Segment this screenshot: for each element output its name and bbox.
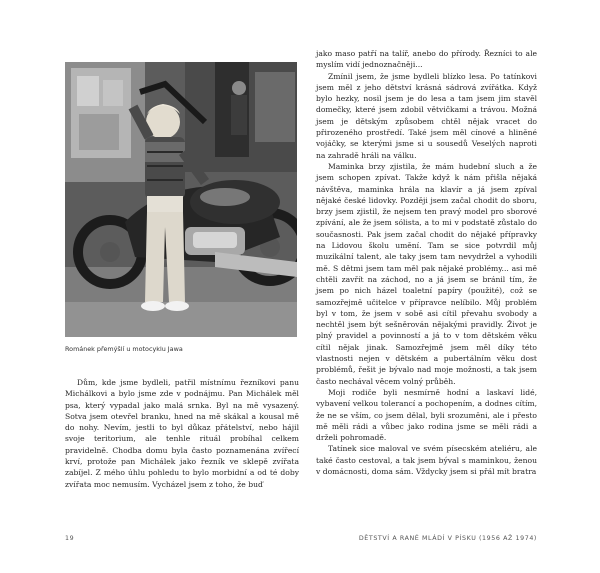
paragraph: Moji rodiče byli nesmírně hodní a laskaví lidé, vybavení velkou tolerancí a pochopením, a dodnes cítím, že ne se vším, co jsem dělal, byli srozuměni, ale i přesto mě měli rádi a vůbec jako rodina jsme se měli rádi a drželi pohromadě. xyxy=(316,387,537,443)
photo-caption: Románek přemýšlí u motocyklu Jawa xyxy=(65,345,183,353)
paragraph: Dům, kde jsme bydleli, patřil místnímu řezníkovi panu Michálkovi a bylo jsme zde v podnájmu. Pan Michálek měl psa, který vypadal jako malá srnka. Byl na mě vysazený. Sotva jsem otevřel branku, hned na mě skákal a kousal mě do nohy. Nevím, jestli to byl důkaz přátelství, nebo hájil svoje teritorium, ale tenhle rituál probíhal celkem pravidelně. Chodba domu byla často poznamenána zvířecí krví, protože pan Michálek jako řezník ve sklepě zvířata zabíjel. Z mého úhlu pohledu to bylo morbidní a od té doby zvířata moc nemusím. Vycházel jsem z toho, že buď xyxy=(65,378,299,489)
paragraph: Zmínil jsem, že jsme bydleli blízko lesa. Po tatínkovi jsem měl z jeho dětství krásná sádrová zvířátka. Když bylo hezky, nosil jsem je do lesa a tam jsem jim stavěl domečky, které jsem zdobil větvičkami a trávou. Možná jsem je dětským způsobem chtěl nějak vracet do přirozeného prostředí. Také jsem měl cínové a hliněné vojáčky, se kterými jsme si u sousedů Veselých naproti na zahradě hráli na válku. xyxy=(316,71,537,160)
text-column-right xyxy=(316,48,537,477)
paragraph: Tatínek sice maloval ve svém písecském ateliéru, ale také často cestoval, a tak jsem býval s maminkou, ženou v domácnosti, doma sám. Vždycky jsem si přál mít bratra xyxy=(316,444,537,476)
paragraph: jako maso patří na talíř, anebo do přírody. Řezníci to ale myslím vidí jednoznačněji... xyxy=(316,49,537,70)
page-number: 19 xyxy=(65,535,75,542)
paragraph: Maminka brzy zjistila, že mám hudební sluch a že jsem schopen zpívat. Takže když k nám přišla nějaká návštěva, maminka hrála na klavír a já jsem zpíval nějaké české lidovky. Později jsem začal chodit do sboru, brzy jsem zjistil, že nejsem ten pravý model pro sborové zpívání, ale že jsem sólista, a to mi v podstatě zůstalo do současnosti. Pak jsem začal chodit do nějaké přípravky na Lidovou školu umění. Tam se sice potvrdil můj muzikální talent, ale taky jsem tam nevydržel a vyhodili mě. S dětmi jsem tam měl pak nějaké problémy... asi mě chtěli zavřít na záchod, no a já jsem se bránil tím, že jsem po nich házel toaletní papíry (použité), což se samozřejmě učitelce v přípravce nelíbilo. Můj problém byl v tom, že jsem v sobě asi cítil převahu svobody a nechtěl jsem být sešněrován nějakými pravidly. Život je plný pravidel a povinností a já to v tom dětském věku cítil nějak jinak. Samozřejmě jsem měl díky této vlastnosti nejen v dětském a pubertálním věku dost problémů, řešit je bývalo nad moje možnosti, a tak jsem často nechával věcem volný průběh. xyxy=(316,161,537,386)
photo-boy-with-motorcycle xyxy=(65,62,297,337)
running-head: DĚTSTVÍ A RANÉ MLÁDÍ V PÍSKU (1956 AŽ 1974) xyxy=(358,535,537,542)
photo-illustration xyxy=(65,62,297,337)
text-column-left xyxy=(65,377,299,490)
